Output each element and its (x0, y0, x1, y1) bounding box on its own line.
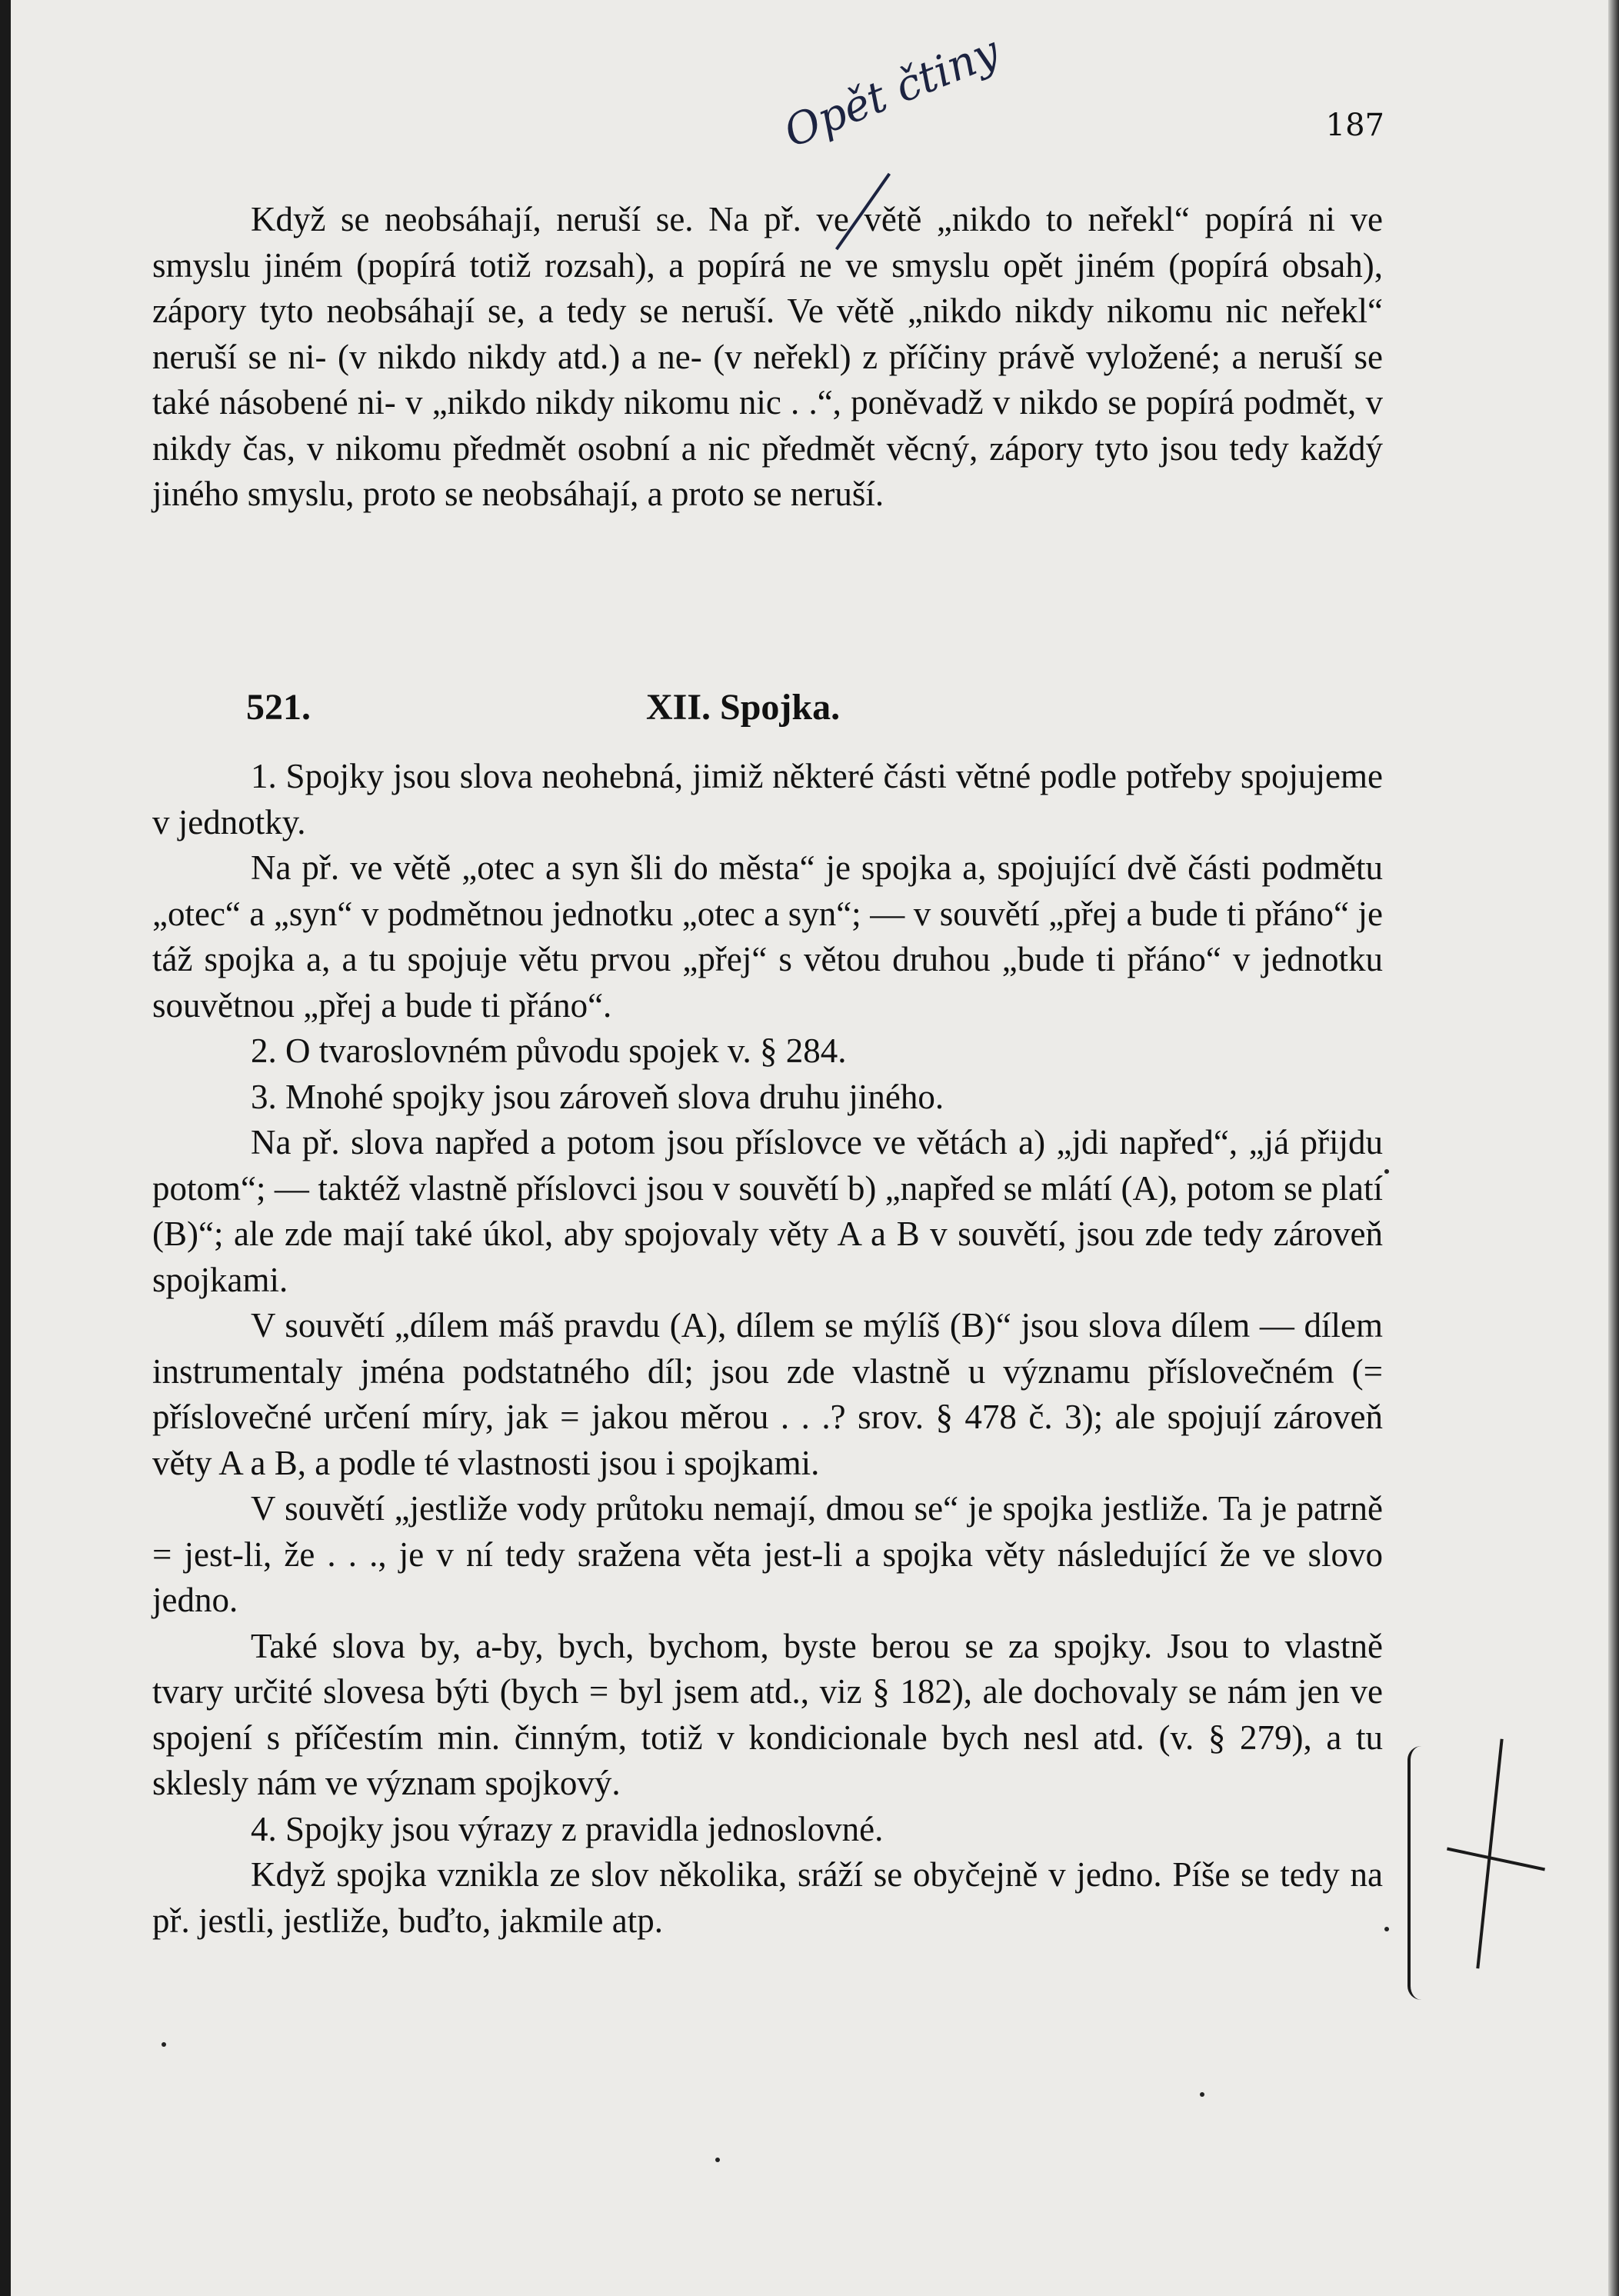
handwritten-annotation: Opět čtiny (777, 26, 1007, 158)
print-speck (1384, 1169, 1389, 1174)
section-body (152, 754, 1383, 1944)
paragraph: 1. Spojky jsou slova neohebná, jimiž některé části větné podle potřeby spojujeme v jednotky. (152, 757, 1383, 841)
paragraph: Když se neobsáhají, neruší se. Na př. ve větě „nikdo to neřekl“ popírá ni ve smyslu jiném (popírá totiž rozsah), a popírá ne ve smyslu opět jiném (popírá obsah), zápory tyto neobsáhají se, a tedy se neruší. Ve větě „nikdo nikdy nikomu nic neřekl“ neruší se ni- (v nikdo nikdy atd.) a ne- (v neřekl) z příčiny právě vyložené; a neruší se také násobené ni- v „nikdo nikdy nikomu nic . .“, poněvadž v nikdo se popírá podmět, v nikdy čas, v nikomu předmět osobní a nic předmět věcný, zápory tyto jsou tedy každý jiného smyslu, proto se neobsáhají, a proto se neruší. (152, 200, 1383, 513)
print-speck (162, 2042, 166, 2047)
paragraph: Když spojka vznikla ze slov několika, sráží se obyčejně v jedno. Píše se tedy na př. jestli, jestliže, buďto, jakmile atp. (152, 1855, 1383, 1940)
handwritten-bracket-mark (1407, 1746, 1431, 2000)
section-number: 521. (246, 687, 311, 728)
page-right-edge (1608, 0, 1619, 2296)
paragraph: V souvětí „dílem máš pravdu (A), dílem se mýlíš (B)“ jsou slova dílem — dílem instrumentaly jména podstatného díl; jsou zde vlastně u významu příslovečném (= příslovečné určení míry, jak = jakou měrou . . .? srov. § 478 č. 3); ale spojují zároveň věty A a B, a podle té vlastnosti jsou i spojkami. (152, 1306, 1383, 1482)
continued-paragraph-block (152, 197, 1383, 518)
paragraph: 3. Mnohé spojky jsou zároveň slova druhu jiného. (251, 1077, 944, 1116)
print-speck (715, 2158, 720, 2162)
paragraph: 2. O tvaroslovném původu spojek v. § 284. (251, 1031, 847, 1070)
paragraph: Na př. ve větě „otec a syn šli do města“ je spojka a, spojující dvě části podmětu „otec“ a „syn“ v podmětnou jednotku „otec a syn“; — v souvětí „přej a bude ti přáno“ je táž spojka a, a tu spojuje větu prvou „přej“ s větou druhou „bude ti přáno“ v jednotku souvětnou „přej a bude ti přáno“. (152, 848, 1383, 1025)
handwritten-cross-mark (1447, 1848, 1545, 1871)
page-binding-edge (0, 0, 11, 2296)
page-number: 187 (1325, 108, 1384, 143)
paragraph: Na př. slova napřed a potom jsou příslovce ve větách a) „jdi napřed“, „já přijdu potom“; — taktéž vlastně příslovci jsou v souvětí b) „napřed se mlátí (A), potom se platí (B)“; ale zde mají také úkol, aby spojovaly věty A a B v souvětí, jsou zde tedy zároveň spojkami. (152, 1123, 1383, 1299)
print-speck (1384, 1927, 1389, 1931)
paragraph: 4. Spojky jsou výrazy z pravidla jednoslovné. (251, 1809, 884, 1848)
paragraph: Také slova by, a-by, bych, bychom, byste berou se za spojky. Jsou to vlastně tvary určité slovesa býti (bych = byl jsem atd., viz § 182), ale dochovaly se nám jen ve spojení s příčestím min. činným, totiž v kondicionale bych nesl atd. (v. § 279), a tu sklesly nám ve význam spojkový. (152, 1626, 1383, 1802)
paragraph: V souvětí „jestliže vody průtoku nemají, dmou se“ je spojka jestliže. Ta je patrně = jest-li, že . . ., je v ní tedy sražena věta jest-li a spojka věty následující že ve slovo jedno. (152, 1489, 1383, 1619)
print-speck (1200, 2092, 1204, 2097)
section-title: XII. Spojka. (646, 687, 841, 728)
